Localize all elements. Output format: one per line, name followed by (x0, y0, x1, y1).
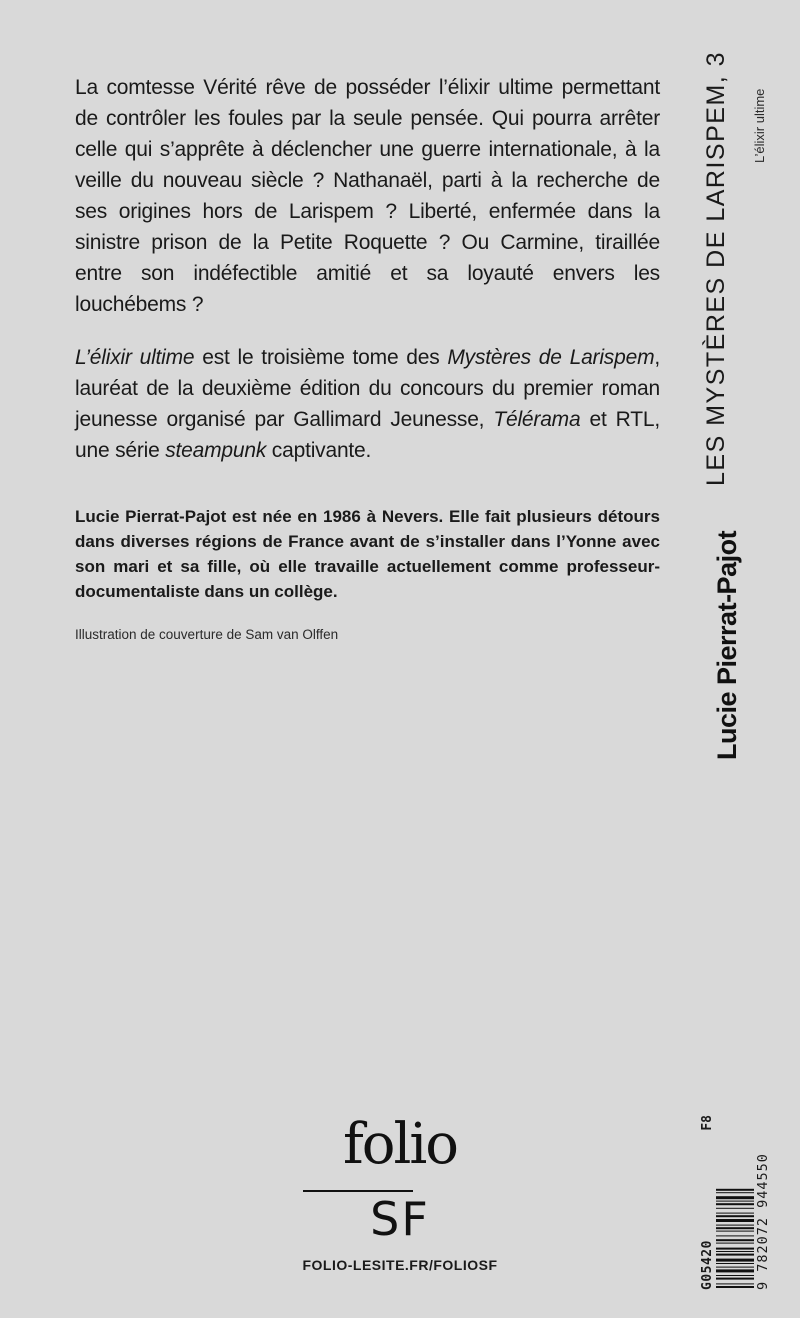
spine-series-title: LES MYSTÈRES DE LARISPEM, 3 (702, 50, 730, 486)
isbn-barcode (700, 1115, 772, 1290)
series-title-italic: Mystères de Larispem (447, 346, 655, 369)
blurb-text-d: captivante. (266, 439, 372, 462)
back-cover-blurb (75, 72, 660, 466)
sf-logo: SF (370, 1192, 430, 1246)
blurb-text-b: , lauréat de la deuxième édition du concours du premier roman jeunesse organisé par Gallimard Jeunesse, (75, 346, 661, 431)
barcode-digits: 9 782072 944550 (755, 1153, 771, 1290)
spine-author-name: Lucie Pierrat-Pajot (712, 530, 742, 760)
barcode-header (700, 1115, 716, 1290)
spine-volume-title: L’élixir ultime (752, 88, 767, 163)
telerama-italic: Télérama (493, 408, 581, 431)
barcode-price-code: F8 (700, 1115, 715, 1131)
illustration-credit: Illustration de couverture de Sam van Olffen (75, 627, 339, 642)
website-link[interactable]: FOLIO-LESITE.FR/FOLIOSF (302, 1257, 498, 1273)
barcode-code: G05420 (700, 1240, 715, 1290)
blurb-text-a: est le troisième tome des (194, 346, 448, 369)
blurb-text-c: et RTL, une série (75, 408, 660, 462)
folio-logo: folio (343, 1112, 457, 1177)
blurb-paragraph-1: La comtesse Vérité rêve de posséder l’élixir ultime permettant de contrôler les foules par la seule pensée. Qui pourra arrêter celle qui s’apprête à déclencher une guerre internationale, à la veille du nouveau siècle ? Nathanaël, parti à la recherche de ses origines hors de Larispem ? Liberté, enfermée dans la sinistre prison de la Petite Roquette ? Ou Carmine, tiraillée entre son indéfectible amitié et sa loyauté envers les louchébems ? (75, 76, 660, 316)
author-bio: Lucie Pierrat-Pajot est née en 1986 à Nevers. Elle fait plusieurs détours dans diverses régions de France avant de s’installer dans l’Yonne avec son mari et sa fille, où elle travaille actuellement comme professeur-documentaliste dans un collège. (75, 507, 660, 601)
book-title-italic: L’élixir ultime (75, 346, 195, 369)
barcode-bars-icon (716, 1115, 754, 1290)
steampunk-italic: steampunk (165, 439, 267, 462)
blurb-paragraph-2 (75, 342, 660, 466)
